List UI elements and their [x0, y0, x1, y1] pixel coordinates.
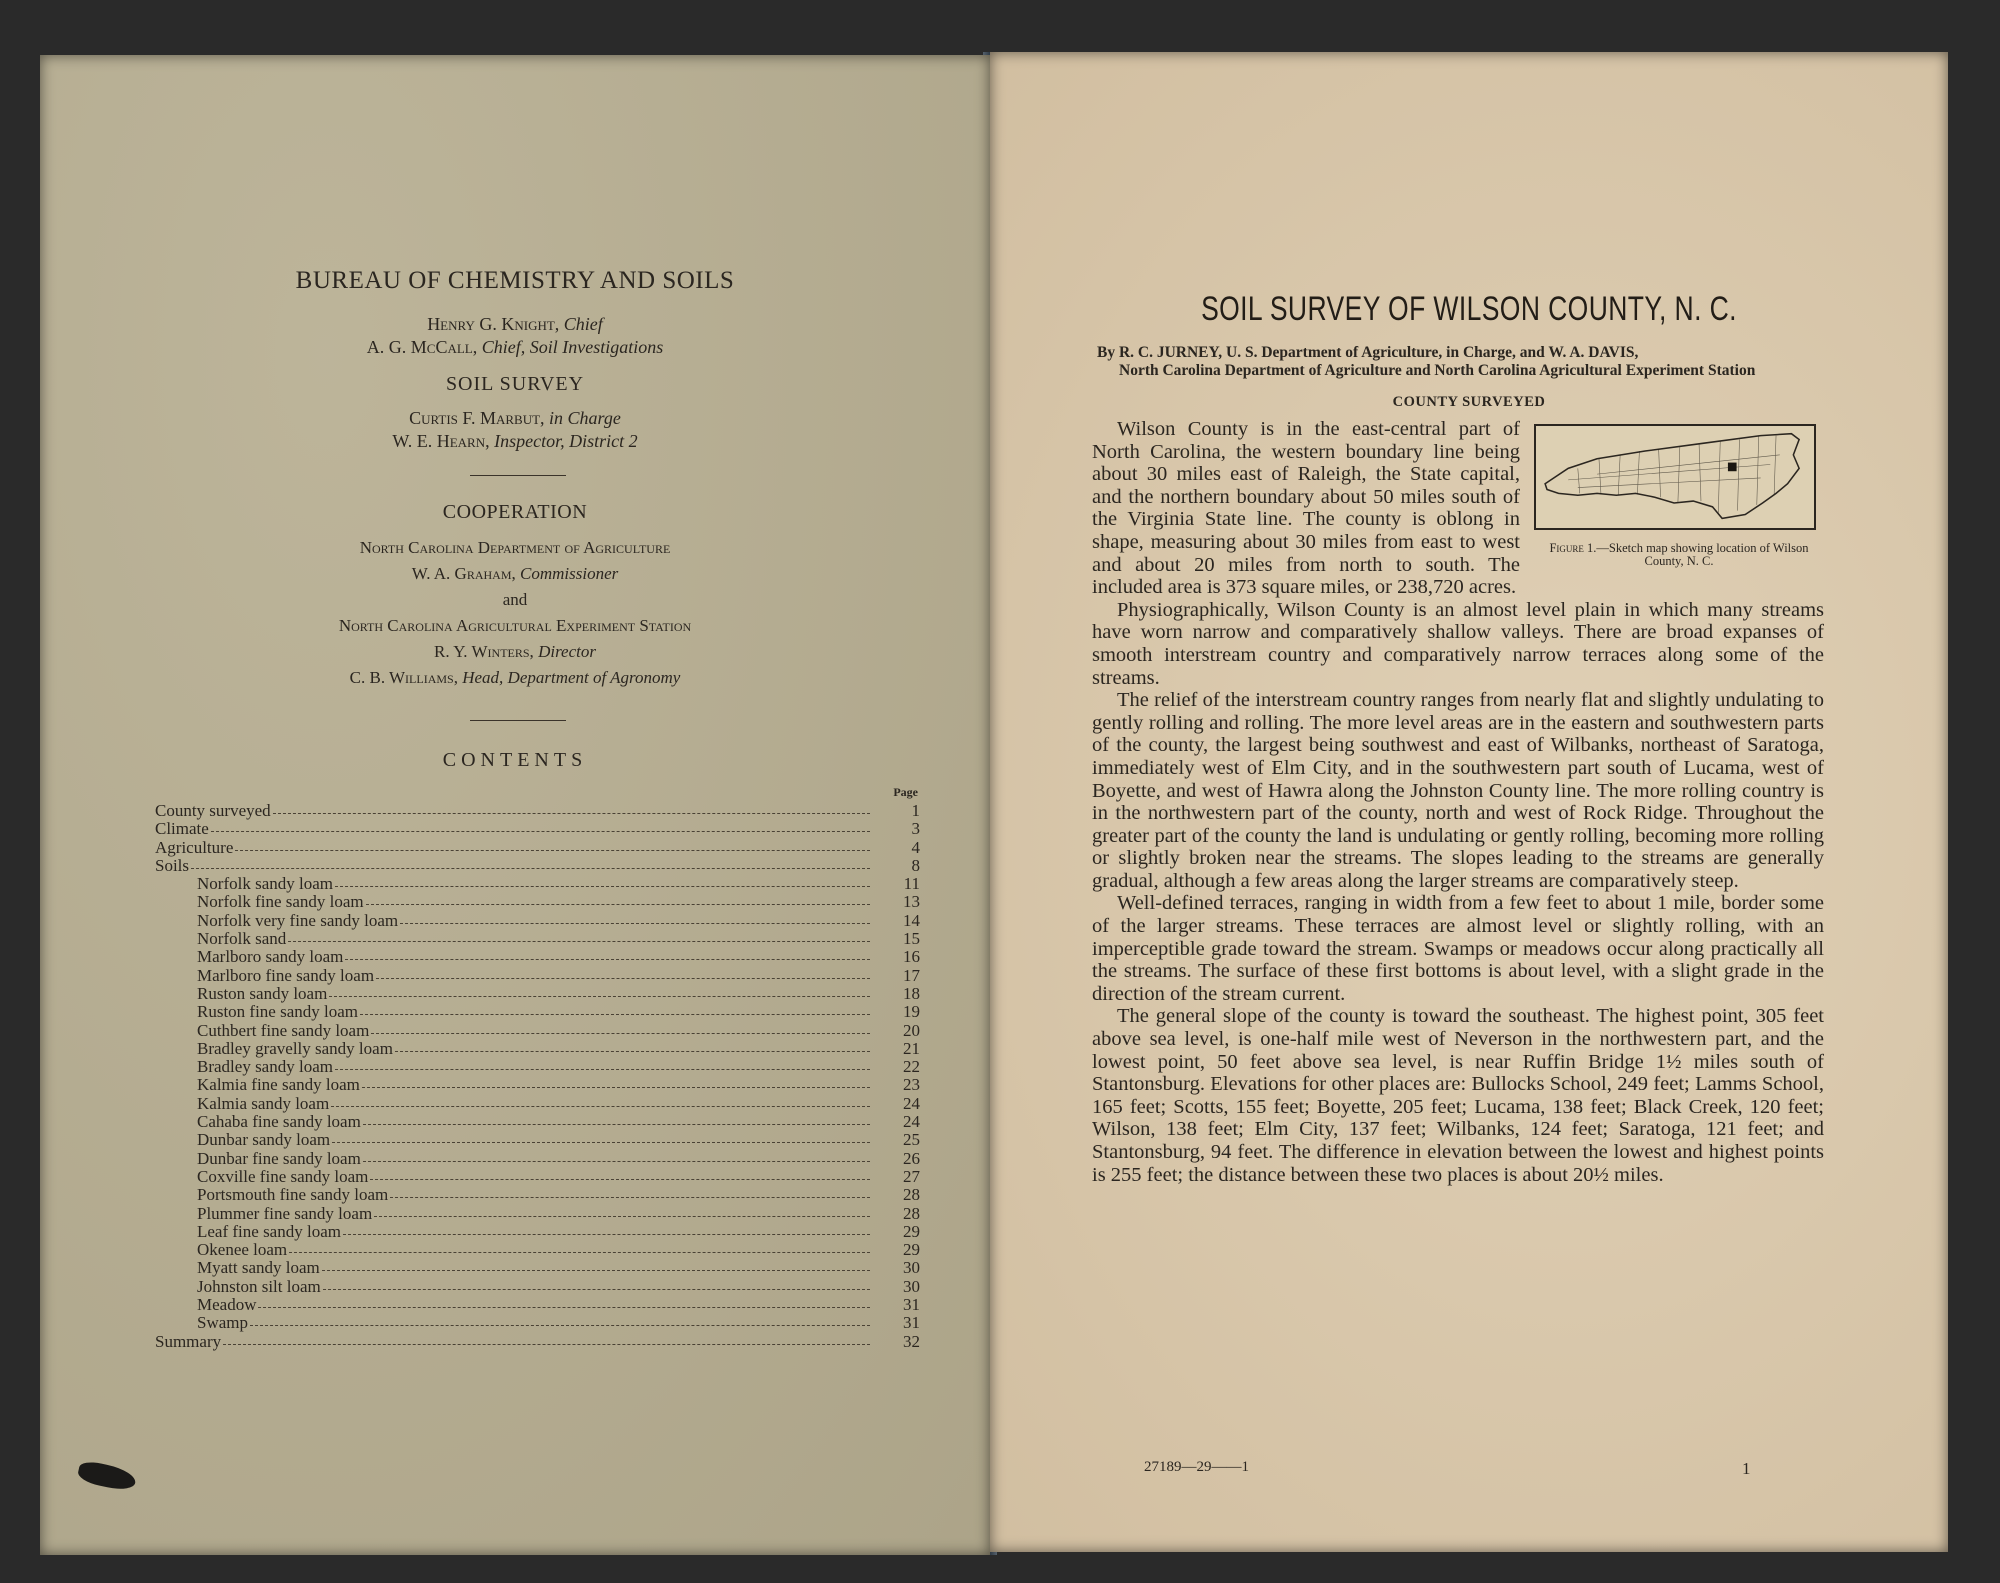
- commissioner-role: Commissioner: [520, 564, 619, 583]
- nc-map-figure: [1534, 424, 1816, 530]
- toc-row: [155, 1223, 920, 1241]
- toc-row: [155, 875, 920, 893]
- toc-leader-dots: [372, 1218, 880, 1223]
- director-name: R. Y. Winters,: [434, 642, 534, 661]
- toc-leader-dots: [286, 943, 880, 948]
- director-role: Director: [538, 642, 596, 661]
- paragraph-5: The general slope of the county is toward the southeast. The highest point, 305 feet above sea level, is one-half mile west of Neverson in the northwestern part, and the lowest point, 50 feet above sea level, is near Ruffin Bridge 1½ miles south of Stantonsburg. Elevations for other places are: Bullocks School, 249 feet; Lamms School, 165 feet; Scotts, 155 feet; Boyette, 205 feet; Lucama, 138 feet; Black Creek, 120 feet; Wilson, 138 feet; Elm City, 137 feet; Wilbanks, 124 feet; Saratoga, 121 feet; and Stantonsburg, 94 feet. The difference in elevation between the lowest and highest points is 255 feet; the distance between these two places is about 20½ miles.: [1092, 1005, 1824, 1186]
- toc-row: [155, 1278, 920, 1296]
- toc-entry-page: 18: [903, 983, 920, 1003]
- toc-row: [155, 1003, 920, 1021]
- dept-agriculture: North Carolina Department of Agriculture: [359, 538, 671, 557]
- agronomy-name: C. B. Williams,: [349, 668, 458, 687]
- toc-row: [155, 1259, 920, 1277]
- toc-leader-dots: [287, 1254, 880, 1259]
- toc-entry-page: 3: [911, 819, 920, 839]
- toc-row: [155, 1205, 920, 1223]
- toc-row: [155, 930, 920, 948]
- toc-leader-dots: [368, 1181, 880, 1186]
- paragraph-1: Wilson County is in the east-central part of North Carolina, the western boundary line being about 30 miles east of Raleigh, the State capital, and the northern boundary about 50 miles south of the Virginia State line. The county is oblong in shape, measuring about 30 miles from east to west and about 20 miles from north to south. The included area is 373 square miles, or 238,720 acres.: [1092, 418, 1520, 599]
- toc-leader-dots: [256, 1309, 880, 1314]
- toc-entry-label: Meadow: [197, 1295, 257, 1315]
- toc-entry-label: Swamp: [197, 1313, 248, 1333]
- toc-entry-page: 14: [903, 910, 920, 930]
- toc-leader-dots: [330, 1144, 880, 1149]
- toc-entry-page: 27: [903, 1166, 920, 1186]
- toc-entry-label: Kalmia fine sandy loam: [197, 1075, 360, 1095]
- toc-entry-label: Portsmouth fine sandy loam: [197, 1185, 389, 1205]
- toc-leader-dots: [393, 1053, 880, 1058]
- toc-row: [155, 1241, 920, 1259]
- charge-role: in Charge: [549, 408, 621, 428]
- page-title: SOIL SURVEY OF WILSON COUNTY, N. C.: [1201, 290, 1737, 328]
- toc-leader-dots: [358, 1016, 880, 1021]
- paragraph-4: Well-defined terraces, ranging in width from a few feet to about 1 mile, border some of the larger streams. These terraces are almost level or slightly rolling, with an imperceptible grade toward the stream. Swamps or meadows occur along practically all the streams. The surface of these first bottoms is about level, with a slight grade in the direction of the stream current.: [1092, 892, 1824, 1005]
- toc-entry-label: Summary: [155, 1331, 222, 1351]
- toc-entry-page: 28: [903, 1185, 920, 1205]
- figure-1: [1534, 424, 1824, 568]
- toc-entry-page: 24: [903, 1112, 920, 1132]
- toc-row: [155, 802, 920, 820]
- page-number: 1: [1742, 1459, 1751, 1478]
- toc-row: [155, 1131, 920, 1149]
- toc-entry-page: 17: [903, 965, 920, 985]
- toc-entry-page: 29: [903, 1240, 920, 1260]
- wilson-county-marker: [1728, 463, 1737, 472]
- figure-caption-text: —Sketch map showing location of Wilson County, N. C.: [1596, 540, 1809, 568]
- inspector-role: Inspector, District 2: [494, 431, 638, 451]
- toc-entry-label: Bradley sandy loam: [197, 1057, 333, 1077]
- investigations-name: A. G. McCall,: [366, 337, 478, 357]
- investigations-role: Chief, Soil Investigations: [481, 337, 664, 357]
- toc-leader-dots: [398, 925, 880, 930]
- table-of-contents: [155, 785, 920, 1351]
- bureau-title: BUREAU OF CHEMISTRY AND SOILS: [295, 267, 735, 294]
- page-column-label: Page: [893, 785, 918, 799]
- toc-leader-dots: [343, 961, 880, 966]
- toc-entry-page: 28: [903, 1203, 920, 1223]
- figure-caption-lead: Figure 1.: [1549, 540, 1597, 555]
- toc-entry-label: Ruston sandy loam: [197, 983, 328, 1003]
- toc-entry-label: Dunbar sandy loam: [197, 1130, 331, 1150]
- bureau-staff: [40, 313, 990, 359]
- toc-entry-page: 20: [903, 1020, 920, 1040]
- chief-name: Henry G. Knight,: [427, 314, 560, 334]
- toc-entry-label: Dunbar fine sandy loam: [197, 1148, 361, 1168]
- toc-entry-label: Cahaba fine sandy loam: [197, 1112, 361, 1132]
- toc-entry-page: 1: [911, 801, 920, 820]
- toc-entry-page: 30: [903, 1258, 920, 1278]
- toc-entry-page: 26: [903, 1148, 920, 1168]
- toc-row: [155, 1168, 920, 1186]
- toc-leader-dots: [361, 1163, 880, 1168]
- toc-entry-page: 11: [903, 874, 920, 894]
- toc-entry-page: 21: [903, 1038, 920, 1058]
- byline-affiliation: North Carolina Department of Agriculture and North Carolina Agricultural Experiment Station: [1119, 362, 1756, 379]
- toc-entry-label: Agriculture: [155, 837, 234, 857]
- toc-entry-label: Okenee loam: [197, 1240, 288, 1260]
- nc-state-outline: [1545, 434, 1799, 519]
- cooperation-body: [40, 535, 990, 691]
- toc-entry-label: Myatt sandy loam: [197, 1258, 320, 1278]
- toc-leader-dots: [321, 1291, 880, 1296]
- toc-entry-label: County surveyed: [155, 801, 271, 820]
- toc-leader-dots: [364, 906, 880, 911]
- toc-leader-dots: [320, 1272, 880, 1277]
- footer-code: 27189—29——1: [1144, 1459, 1249, 1475]
- toc-leader-dots: [221, 1346, 880, 1351]
- toc-entry-page: 15: [903, 929, 920, 949]
- toc-row: [155, 1040, 920, 1058]
- toc-leader-dots: [209, 833, 880, 838]
- toc-leader-dots: [327, 998, 880, 1003]
- toc-entry-page: 23: [903, 1075, 920, 1095]
- charge-name: Curtis F. Marbut,: [409, 408, 545, 428]
- body-text: [1092, 418, 1824, 1186]
- toc-entry-page: 24: [903, 1093, 920, 1113]
- paragraph-2: Physiographically, Wilson County is an almost level plain in which many streams have worn narrow and comparatively shallow valleys. There are broad expanses of smooth interstream country and comparatively narrow terraces along some of the streams.: [1092, 598, 1824, 689]
- divider-rule: [470, 475, 566, 476]
- toc-entry-page: 19: [903, 1002, 920, 1022]
- toc-leader-dots: [341, 1236, 880, 1241]
- toc-row: [155, 857, 920, 875]
- agronomy-role: Head, Department of Agronomy: [462, 668, 681, 687]
- toc-entry-page: 29: [903, 1221, 920, 1241]
- divider-rule: [470, 720, 566, 721]
- cooperation-heading: COOPERATION: [442, 501, 588, 523]
- toc-entry-page: 4: [911, 837, 920, 857]
- byline-authors: By R. C. JURNEY, U. S. Department of Agriculture, in Charge, and W. A. DAVIS,: [1097, 344, 1639, 361]
- toc-entry-label: Norfolk fine sandy loam: [197, 892, 364, 912]
- toc-entry-page: 25: [903, 1130, 920, 1150]
- toc-leader-dots: [271, 815, 880, 820]
- toc-leader-dots: [360, 1089, 880, 1094]
- toc-leader-dots: [333, 888, 880, 893]
- toc-entry-page: 22: [903, 1057, 920, 1077]
- toc-entry-label: Norfolk sand: [197, 929, 287, 949]
- experiment-station: North Carolina Agricultural Experiment Station: [338, 616, 692, 635]
- toc-entry-label: Climate: [155, 819, 209, 839]
- toc-entry-label: Bradley gravelly sandy loam: [197, 1038, 393, 1058]
- figure-caption: [1534, 542, 1824, 568]
- commissioner-name: W. A. Graham,: [411, 564, 516, 583]
- toc-entry-label: Marlboro sandy loam: [197, 947, 344, 967]
- toc-row: [155, 820, 920, 838]
- chief-role: Chief: [563, 314, 603, 334]
- byline: [1097, 344, 1822, 380]
- toc-entry-label: Norfolk sandy loam: [197, 874, 333, 894]
- soil-survey-staff: [40, 407, 990, 453]
- toc-entry-label: Johnston silt loam: [197, 1276, 321, 1296]
- toc-row: [155, 893, 920, 911]
- paragraph-3: The relief of the interstream country ranges from nearly flat and slightly undulating to gently rolling and rolling. The more level areas are in the eastern and southwestern parts of the county, the largest being southwest and east of Wilbanks, northeast of Saratoga, immediately west of Elm City, and in the southwestern part south of Lucama, west of Boyette, and west of Hawra along the Johnston County line. The more rolling country is in the northwestern part of the county, north and west of Rock Ridge. Throughout the greater part of the county the land is undulating or gently rolling, becoming more rolling or slightly broken near the streams. The slopes leading to the streams are generally gradual, although a few areas along the larger streams are comparatively steep.: [1092, 689, 1824, 892]
- toc-entry-label: Norfolk very fine sandy loam: [197, 910, 399, 930]
- toc-entry-label: Cuthbert fine sandy loam: [197, 1020, 370, 1040]
- toc-entry-label: Marlboro fine sandy loam: [197, 965, 375, 985]
- contents-heading: CONTENTS: [442, 749, 588, 771]
- left-page: [40, 55, 990, 1555]
- toc-entry-page: 13: [903, 892, 920, 912]
- toc-entry-page: 31: [903, 1295, 920, 1315]
- toc-entry-page: 31: [903, 1313, 920, 1333]
- toc-leader-dots: [361, 1126, 880, 1131]
- toc-row: [155, 1186, 920, 1204]
- toc-row: [155, 1314, 920, 1332]
- toc-row: [155, 912, 920, 930]
- toc-entry-label: Ruston fine sandy loam: [197, 1002, 359, 1022]
- right-page: [990, 52, 1948, 1552]
- toc-entry-label: Soils: [155, 855, 190, 875]
- toc-row: [155, 1095, 920, 1113]
- toc-entry-label: Coxville fine sandy loam: [197, 1166, 369, 1186]
- toc-leader-dots: [248, 1327, 880, 1332]
- toc-entry-page: 30: [903, 1276, 920, 1296]
- toc-entry-page: 32: [903, 1331, 920, 1351]
- toc-leader-dots: [233, 852, 880, 857]
- section-heading: COUNTY SURVEYED: [1392, 394, 1546, 410]
- toc-leader-dots: [388, 1199, 880, 1204]
- toc-row: [155, 1150, 920, 1168]
- toc-leader-dots: [333, 1071, 880, 1076]
- toc-entry-page: 16: [903, 947, 920, 967]
- toc-row: [155, 985, 920, 1003]
- toc-leader-dots: [369, 1035, 880, 1040]
- toc-row: [155, 1333, 920, 1351]
- toc-row: [155, 1076, 920, 1094]
- toc-row: [155, 1296, 920, 1314]
- toc-row: [155, 1022, 920, 1040]
- ink-stain: [76, 1459, 137, 1493]
- toc-row: [155, 1058, 920, 1076]
- toc-leader-dots: [374, 980, 880, 985]
- toc-leader-dots: [329, 1108, 880, 1113]
- toc-entry-label: Leaf fine sandy loam: [197, 1221, 341, 1241]
- toc-row: [155, 967, 920, 985]
- toc-entry-page: 8: [911, 855, 920, 875]
- toc-entry-label: Kalmia sandy loam: [197, 1093, 330, 1113]
- toc-row: [155, 1113, 920, 1131]
- and-text: and: [502, 590, 528, 609]
- toc-entry-label: Plummer fine sandy loam: [197, 1203, 373, 1223]
- toc-row: [155, 948, 920, 966]
- toc-row: [155, 839, 920, 857]
- inspector-name: W. E. Hearn,: [392, 431, 490, 451]
- soil-survey-heading: SOIL SURVEY: [445, 373, 585, 395]
